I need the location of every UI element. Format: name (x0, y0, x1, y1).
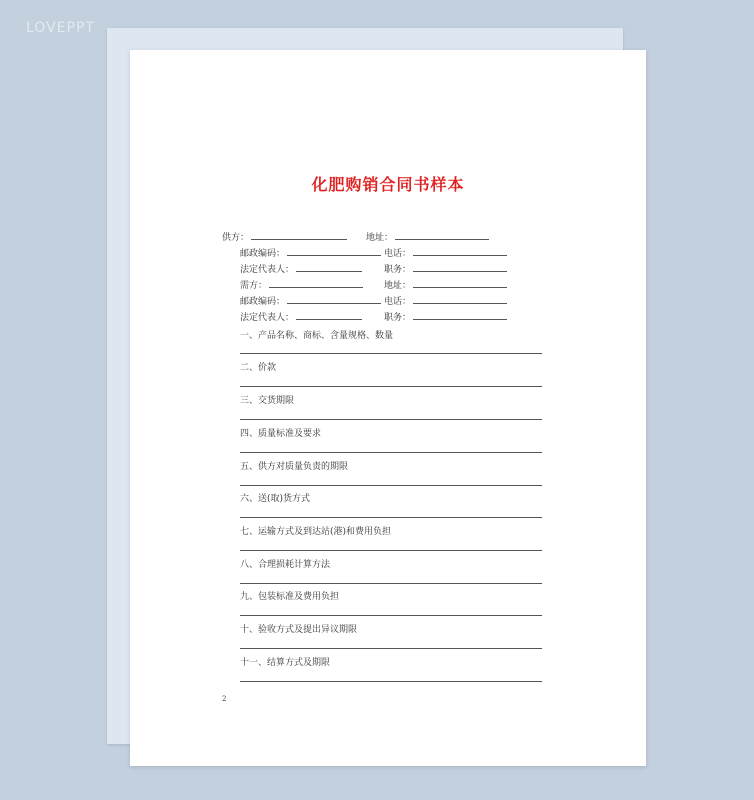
section-fill-line (240, 583, 542, 584)
buyer-postcode-label: 邮政编码： (240, 297, 286, 307)
supplier-legal-rep-field (240, 262, 362, 274)
buyer-position-blank (413, 310, 507, 320)
supplier-position-label: 职务： (384, 265, 412, 275)
section-heading: 十一、结算方式及期限 (240, 658, 331, 668)
buyer-position-field (384, 310, 507, 322)
supplier-address-field (366, 230, 489, 242)
supplier-position-blank (413, 262, 507, 272)
section-heading: 七、运输方式及到达站(港)和费用负担 (240, 527, 392, 537)
supplier-phone-blank (413, 246, 507, 256)
supplier-postcode-field (240, 246, 381, 258)
buyer-blank (269, 278, 363, 288)
buyer-address-field (384, 278, 507, 290)
buyer-legal-rep-blank (296, 310, 362, 320)
buyer-field (240, 278, 363, 290)
buyer-address-blank (413, 278, 507, 288)
page-number: 2 (222, 695, 227, 703)
buyer-address-label: 地址： (384, 281, 412, 291)
section-fill-line (240, 485, 542, 486)
supplier-address-blank (395, 230, 489, 240)
buyer-postcode-blank (287, 294, 381, 304)
section-heading: 六、送(取)货方式 (240, 494, 311, 504)
supplier-legal-rep-label: 法定代表人： (240, 265, 295, 275)
section-fill-line (240, 419, 542, 420)
supplier-position-field (384, 262, 507, 274)
section-heading: 十、验收方式及提出异议期限 (240, 625, 358, 635)
supplier-phone-label: 电话： (384, 249, 412, 259)
supplier-postcode-label: 邮政编码： (240, 249, 286, 259)
section-heading: 八、合理损耗计算方法 (240, 560, 331, 570)
buyer-phone-label: 电话： (384, 297, 412, 307)
section-fill-line (240, 517, 542, 518)
document-title: 化肥购销合同书样本 (311, 175, 465, 194)
section-heading: 一、产品名称、商标、含量规格、数量 (240, 331, 394, 341)
section-fill-line (240, 615, 542, 616)
buyer-phone-field (384, 294, 507, 306)
supplier-label: 供方： (222, 233, 250, 243)
buyer-postcode-field (240, 294, 381, 306)
section-fill-line (240, 681, 542, 682)
buyer-legal-rep-label: 法定代表人： (240, 313, 295, 323)
buyer-position-label: 职务： (384, 313, 412, 323)
section-fill-line (240, 353, 542, 354)
supplier-postcode-blank (287, 246, 381, 256)
section-heading: 三、交货期限 (240, 396, 295, 406)
supplier-address-label: 地址： (366, 233, 394, 243)
section-heading: 九、包装标准及费用负担 (240, 592, 340, 602)
section-heading: 四、质量标准及要求 (240, 429, 322, 439)
section-heading: 五、供方对质量负责的期限 (240, 462, 349, 472)
section-fill-line (240, 452, 542, 453)
supplier-legal-rep-blank (296, 262, 362, 272)
supplier-field (222, 230, 347, 242)
section-fill-line (240, 648, 542, 649)
document-page (130, 50, 646, 766)
section-fill-line (240, 386, 542, 387)
section-fill-line (240, 550, 542, 551)
buyer-legal-rep-field (240, 310, 362, 322)
supplier-phone-field (384, 246, 507, 258)
watermark-text: LOVEPPT (26, 20, 95, 36)
buyer-phone-blank (413, 294, 507, 304)
section-heading: 二、价款 (240, 363, 277, 373)
buyer-label: 需方： (240, 281, 268, 291)
supplier-blank (251, 230, 347, 240)
